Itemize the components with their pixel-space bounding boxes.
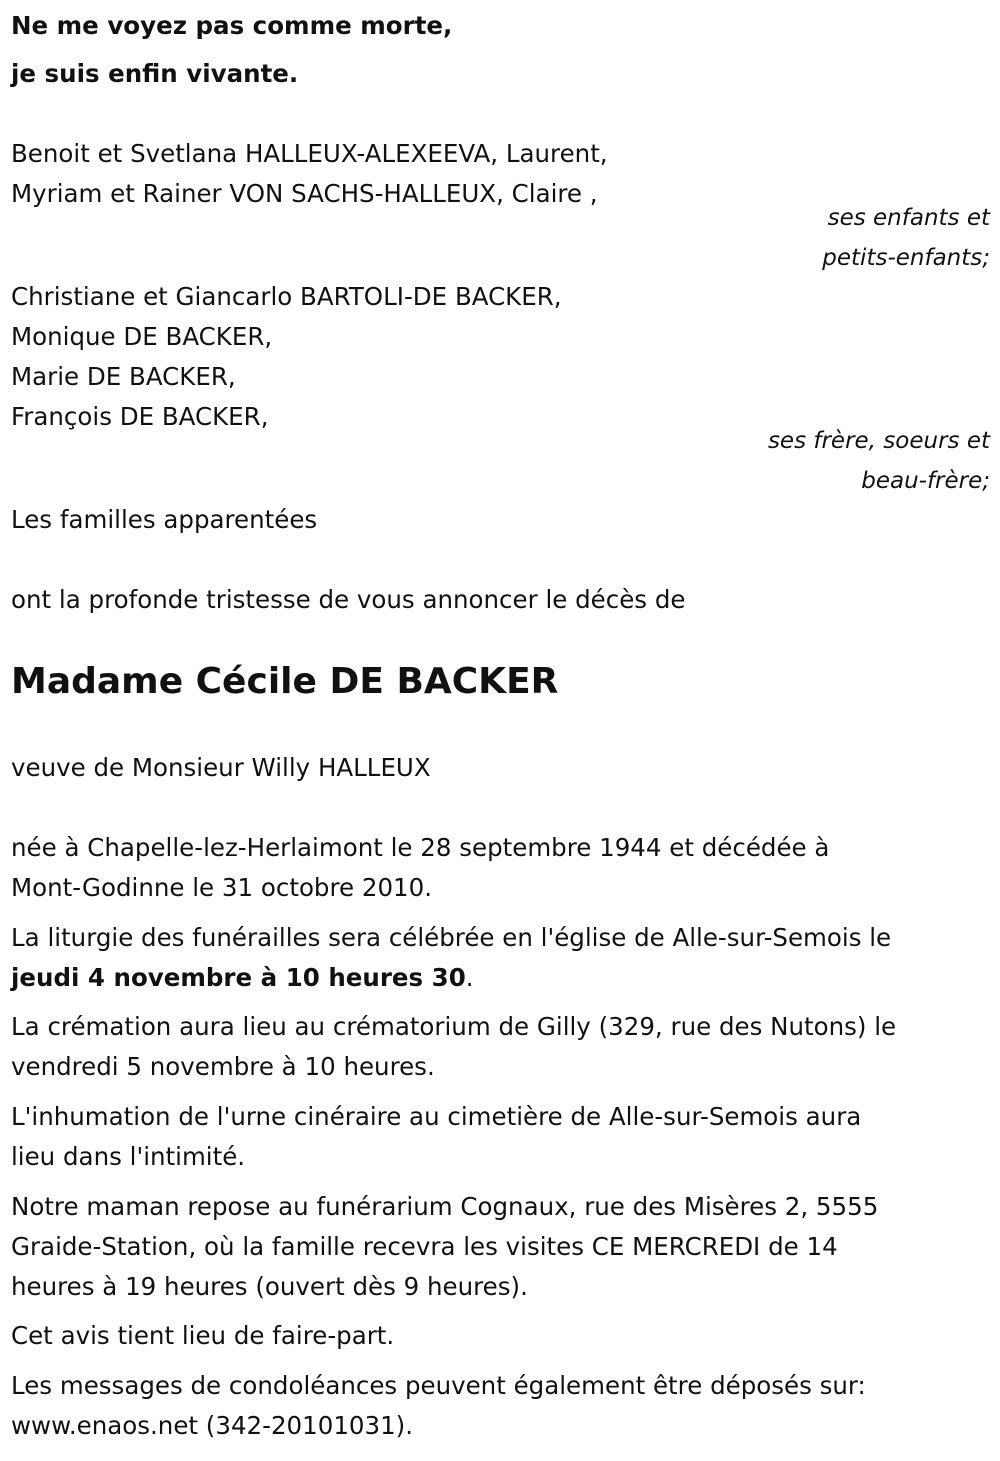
liturgy-date: jeudi 4 novembre à 10 heures 30 — [11, 963, 466, 992]
siblings-line-1: Christiane et Giancarlo BARTOLI-DE BACKER, — [11, 282, 562, 311]
siblings-role-line-2: beau-frère; — [861, 468, 990, 494]
cremation-line-2: vendredi 5 novembre à 10 heures. — [11, 1052, 435, 1081]
burial-line-2: lieu dans l'intimité. — [11, 1142, 246, 1171]
siblings-line-2: Monique DE BACKER, — [11, 322, 273, 351]
cremation-line-1: La crémation aura lieu au crématorium de Gilly (329, rue des Nutons) le — [11, 1012, 897, 1041]
announcement-line: ont la profonde tristesse de vous annoncer le décès de — [11, 585, 686, 614]
condolences-line-2: www.enaos.net (342-20101031). — [11, 1411, 414, 1440]
birth-death-line-1: née à Chapelle-lez-Herlaimont le 28 septembre 1944 et décédée à — [11, 833, 830, 862]
siblings-line-3: Marie DE BACKER, — [11, 362, 236, 391]
children-role-line-1: ses enfants et — [827, 205, 990, 231]
deceased-name: Madame Cécile DE BACKER — [11, 661, 559, 702]
liturgy-date-suffix: . — [465, 963, 474, 992]
siblings-line-4: François DE BACKER, — [11, 402, 269, 431]
children-line-1: Benoit et Svetlana HALLEUX-ALEXEEVA, Laurent, — [11, 139, 608, 168]
visitation-line-2: Graide-Station, où la famille recevra les visites CE MERCREDI de 14 — [11, 1232, 838, 1261]
notice-line: Cet avis tient lieu de faire-part. — [11, 1321, 395, 1350]
condolences-line-1: Les messages de condoléances peuvent également être déposés sur: — [11, 1371, 866, 1400]
children-role-line-2: petits-enfants; — [822, 245, 990, 271]
families-line: Les familles apparentées — [11, 505, 318, 534]
widow-line: veuve de Monsieur Willy HALLEUX — [11, 753, 431, 782]
visitation-line-3: heures à 19 heures (ouvert dès 9 heures). — [11, 1272, 528, 1301]
burial-line-1: L'inhumation de l'urne cinéraire au cimetière de Alle-sur-Semois aura — [11, 1102, 862, 1131]
children-line-2: Myriam et Rainer VON SACHS-HALLEUX, Claire , — [11, 179, 598, 208]
visitation-line-1: Notre maman repose au funérarium Cognaux, rue des Misères 2, 5555 — [11, 1192, 879, 1221]
poem-line-1: Ne me voyez pas comme morte, — [11, 11, 453, 40]
liturgy-line-1: La liturgie des funérailles sera célébrée en l'église de Alle-sur-Semois le — [11, 923, 892, 952]
siblings-role-line-1: ses frère, soeurs et — [767, 428, 990, 454]
liturgy-line-2 — [11, 958, 474, 998]
birth-death-line-2: Mont-Godinne le 31 octobre 2010. — [11, 873, 433, 902]
poem-line-2: je suis enfin vivante. — [11, 59, 299, 88]
